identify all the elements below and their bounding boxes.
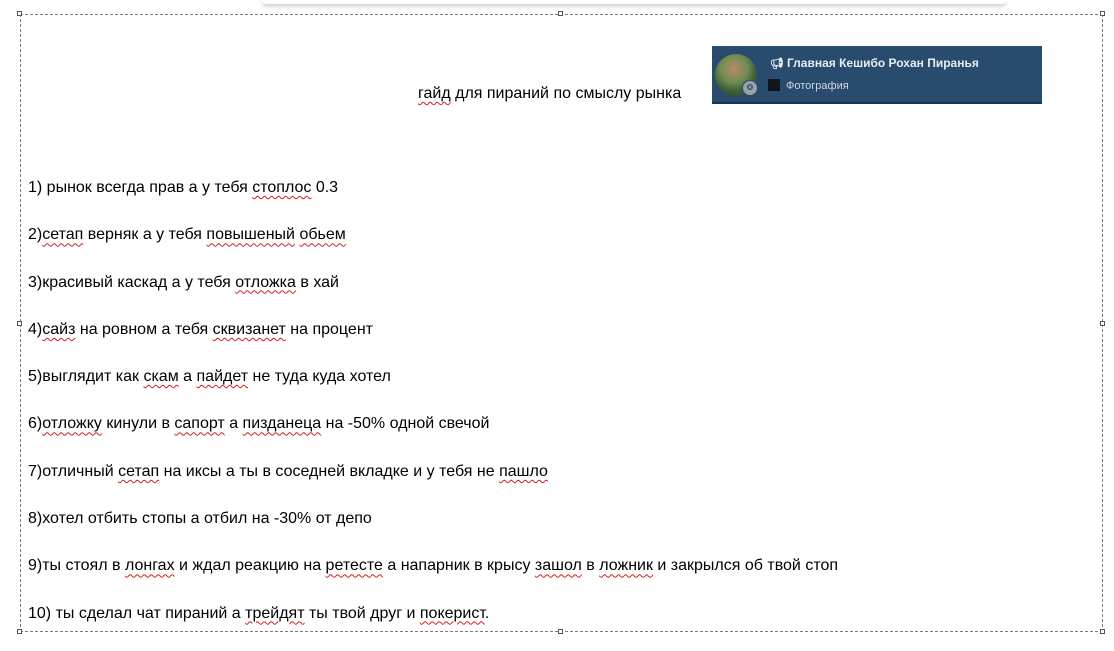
telegram-post-card <box>712 46 1042 104</box>
resize-handle-left[interactable] <box>17 321 22 326</box>
list-item <box>28 556 1088 603</box>
item-text: на ровном а тебя <box>75 320 213 338</box>
item-text: на -50% одной свечой <box>321 415 490 433</box>
item-text: не туда куда хотел <box>248 368 391 386</box>
misspelled-word: пизданеца <box>242 415 322 433</box>
list-item <box>28 273 1088 320</box>
item-text: 0.3 <box>311 179 339 196</box>
list-item <box>28 178 1088 225</box>
resize-handle-top[interactable] <box>558 11 563 16</box>
misspelled-word: пайдет <box>196 368 249 386</box>
misspelled-word: отложка <box>235 273 296 291</box>
misspelled-word: лонгах <box>124 557 175 575</box>
document-title <box>418 84 681 104</box>
list-item <box>28 367 1088 414</box>
misspelled-word: ложник <box>599 557 653 575</box>
item-text: 9)ты стоял в <box>28 557 125 575</box>
item-text: кинули в <box>101 415 175 433</box>
title-rest: для пираний по смыслу рынка <box>450 85 682 102</box>
resize-handle-right[interactable] <box>1100 321 1105 326</box>
misspelled-word: повышеный <box>206 226 295 244</box>
misspelled-word: стоплос <box>252 179 312 196</box>
channel-name: Главная Кешибо Рохан Пиранья <box>786 56 979 70</box>
channel-line <box>770 55 979 72</box>
media-line <box>768 78 849 94</box>
item-text: в <box>581 557 600 575</box>
misspelled-word: отложку <box>42 415 102 433</box>
item-text: 5)выглядит как <box>28 368 144 386</box>
item-text: 2) <box>28 226 43 244</box>
item-text: 1) рынок всегда прав а у тебя <box>28 179 253 196</box>
list-item <box>28 414 1088 461</box>
title-misspelled-word: гайд <box>418 85 451 102</box>
item-text: . <box>484 604 490 622</box>
misspelled-word: ретесте <box>325 557 383 575</box>
media-label: Фотография <box>786 80 849 92</box>
item-text: 8)хотел отбить стопы а отбил на -30% от депо <box>28 510 372 528</box>
item-text: а <box>178 368 197 386</box>
item-text: на иксы а ты в соседней вкладке и у тебя не <box>159 462 500 480</box>
item-text: а напарник в крысу <box>382 557 535 575</box>
item-text: на процент <box>285 320 373 338</box>
misspelled-word: скам <box>143 368 179 386</box>
item-text: а <box>224 415 243 433</box>
item-text: 7)отличный <box>28 462 119 480</box>
misspelled-word: сайз <box>42 320 76 338</box>
misspelled-word: обьем <box>299 226 346 244</box>
item-text: и закрылся об твой стоп <box>652 557 839 575</box>
item-text: 6) <box>28 415 43 433</box>
list-item <box>28 462 1088 509</box>
item-text: верняк а у тебя <box>83 226 207 244</box>
misspelled-word: сетап <box>118 462 160 480</box>
resize-handle-top-right[interactable] <box>1100 11 1105 16</box>
misspelled-word: сетап <box>42 226 84 244</box>
item-text: и ждал реакцию на <box>174 557 326 575</box>
misspelled-word: покерист <box>419 604 485 622</box>
list-item <box>28 225 1088 272</box>
item-text: 10) ты сделал чат пираний а <box>28 604 246 622</box>
item-text: 4) <box>28 320 43 338</box>
channel-badge-icon: ❂ <box>742 80 758 96</box>
resize-handle-bottom-right[interactable] <box>1100 629 1105 634</box>
misspelled-word: пашло <box>499 462 548 480</box>
misspelled-word: сквизанет <box>212 320 286 338</box>
resize-handle-top-left[interactable] <box>17 11 22 16</box>
resize-handle-bottom-left[interactable] <box>17 629 22 634</box>
item-text: ты твой друг и <box>304 604 420 622</box>
megaphone-icon: 📢︎ <box>770 58 784 70</box>
window-top-edge <box>262 0 1006 4</box>
guide-list <box>28 178 1088 651</box>
misspelled-word: зашол <box>534 557 582 575</box>
list-item <box>28 604 1088 651</box>
list-item <box>28 320 1088 367</box>
photo-thumbnail <box>768 79 780 91</box>
misspelled-word: трейдят <box>245 604 305 622</box>
list-item <box>28 509 1088 556</box>
item-text: в хай <box>295 273 339 291</box>
item-text: 3)красивый каскад а у тебя <box>28 273 236 291</box>
misspelled-word: сапорт <box>174 415 225 433</box>
